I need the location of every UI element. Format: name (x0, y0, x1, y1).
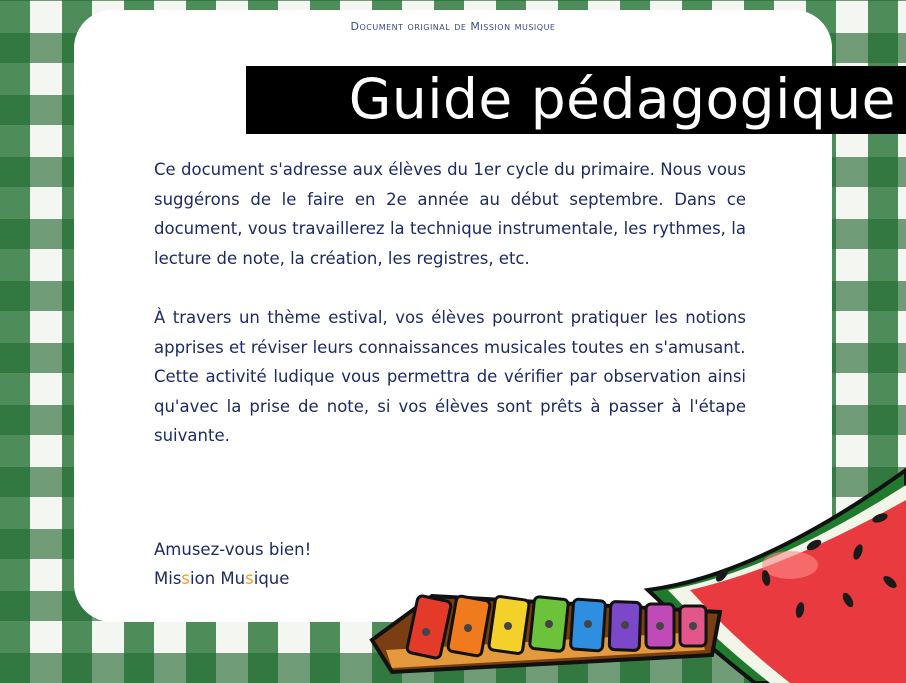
signature-part: Mis (154, 569, 182, 588)
signature-part: i (253, 569, 259, 588)
signature-accent-letter: s (245, 569, 254, 588)
signature-accent-letter: s (181, 569, 191, 588)
paragraph-activity: Cette activité ludique vous permettra de vérifier par observation ainsi qu'avec la prise de note, si vos élèves sont prêts à passer à l'étape suivante. (154, 367, 746, 446)
closing-line: Amusez-vous bien! (154, 540, 312, 559)
signature-part: on Mu (194, 569, 246, 588)
signature-part: que (258, 569, 290, 588)
document-credit: Document original de Mission musique (350, 20, 556, 33)
page-title: Guide pédagogique (348, 67, 896, 131)
xylophone-icon (372, 595, 720, 672)
paragraph-intro: Ce document s'adresse aux élèves du 1er cycle du primaire. Nous vous suggérons de le faire en 2e année au début septembre. Dans ce document, vous travaillerez la technique instrumentale, les rythmes, la lecture de note, la création, les registres, etc. (154, 160, 746, 268)
signature-part: i (190, 569, 195, 588)
paragraph-theme: À travers un thème estival, vos élèves pourront pratiquer les notions apprises et réviser leurs connaissances musicales toutes en s'amusant. (154, 307, 746, 357)
